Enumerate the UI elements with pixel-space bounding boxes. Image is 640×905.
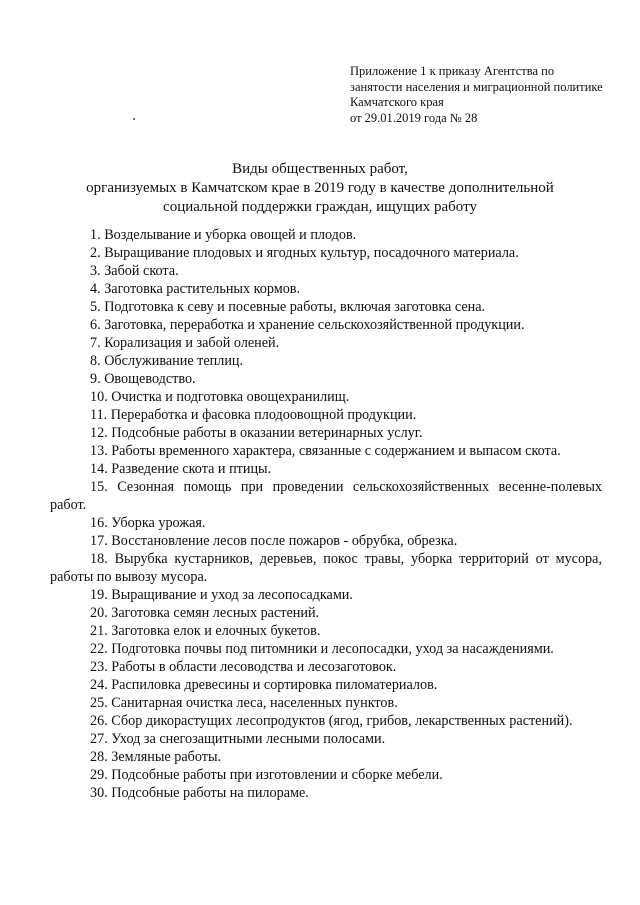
document-title xyxy=(0,160,640,217)
header-line: от 29.01.2019 года № 28 xyxy=(350,110,478,125)
list-item: 9. Овощеводство. xyxy=(90,371,196,387)
list-item: 29. Подсобные работы при изготовлении и сборке мебели. xyxy=(90,767,443,783)
list-item: 6. Заготовка, переработка и хранение сельскохозяйственной продукции. xyxy=(90,317,525,333)
list-item: 21. Заготовка елок и елочных букетов. xyxy=(90,623,321,639)
list-item: 15. Сезонная помощь при проведении сельскохозяйственных весенне-полевых работ. xyxy=(50,479,602,513)
list-item: 23. Работы в области лесоводства и лесозаготовок. xyxy=(90,659,397,675)
list-item: 27. Уход за снегозащитными лесными полосами. xyxy=(90,731,386,747)
list-item: 16. Уборка урожая. xyxy=(90,515,206,531)
list-item: 12. Подсобные работы в оказании ветеринарных услуг. xyxy=(90,425,423,441)
title-line: организуемых в Камчатском крае в 2019 году в качестве дополнительной xyxy=(86,180,554,196)
list-item: 13. Работы временного характера, связанные с содержанием и выпасом скота. xyxy=(90,443,561,459)
list-item: 22. Подготовка почвы под питомники и лесопосадки, уход за насаждениями. xyxy=(90,641,554,657)
title-line: социальной поддержки граждан, ищущих работу xyxy=(163,199,477,215)
header-line: Камчатского края xyxy=(350,95,444,109)
list-item: 14. Разведение скота и птицы. xyxy=(90,461,272,477)
list-item: 28. Земляные работы. xyxy=(90,749,222,765)
works-list xyxy=(50,226,602,802)
appendix-header xyxy=(350,64,620,126)
list-item: 30. Подсобные работы на пилораме. xyxy=(90,785,309,801)
list-item: 19. Выращивание и уход за лесопосадками. xyxy=(90,587,353,603)
list-item: 7. Корализация и забой оленей. xyxy=(90,335,280,351)
title-line: Виды общественных работ, xyxy=(232,161,408,177)
list-item: 20. Заготовка семян лесных растений. xyxy=(90,605,320,621)
list-item: 5. Подготовка к севу и посевные работы, включая заготовка сена. xyxy=(90,299,486,315)
list-item: 26. Сбор дикорастущих лесопродуктов (ягод, грибов, лекарственных растений). xyxy=(90,713,573,729)
list-item: 2. Выращивание плодовых и ягодных культур, посадочного материала. xyxy=(90,245,519,261)
list-item: 17. Восстановление лесов после пожаров - обрубка, обрезка. xyxy=(90,533,458,549)
list-item: 8. Обслуживание теплиц. xyxy=(90,353,244,369)
list-item: 10. Очистка и подготовка овощехранилищ. xyxy=(90,389,350,405)
header-line: Приложение 1 к приказу Агентства по xyxy=(350,64,555,78)
list-item: 1. Возделывание и уборка овощей и плодов. xyxy=(90,227,357,243)
list-item: 11. Переработка и фасовка плодоовощной продукции. xyxy=(90,407,417,423)
list-item: 18. Вырубка кустарников, деревьев, покос травы, уборка территорий от мусора, работы по вывозу мусора. xyxy=(50,551,602,585)
list-item: 25. Санитарная очистка леса, населенных пунктов. xyxy=(90,695,398,711)
header-line: занятости населения и миграционной политике xyxy=(350,79,603,94)
list-item: 4. Заготовка растительных кормов. xyxy=(90,281,301,297)
list-item: 3. Забой скота. xyxy=(90,263,179,279)
scan-speck xyxy=(133,118,135,120)
list-item: 24. Распиловка древесины и сортировка пиломатериалов. xyxy=(90,677,438,693)
